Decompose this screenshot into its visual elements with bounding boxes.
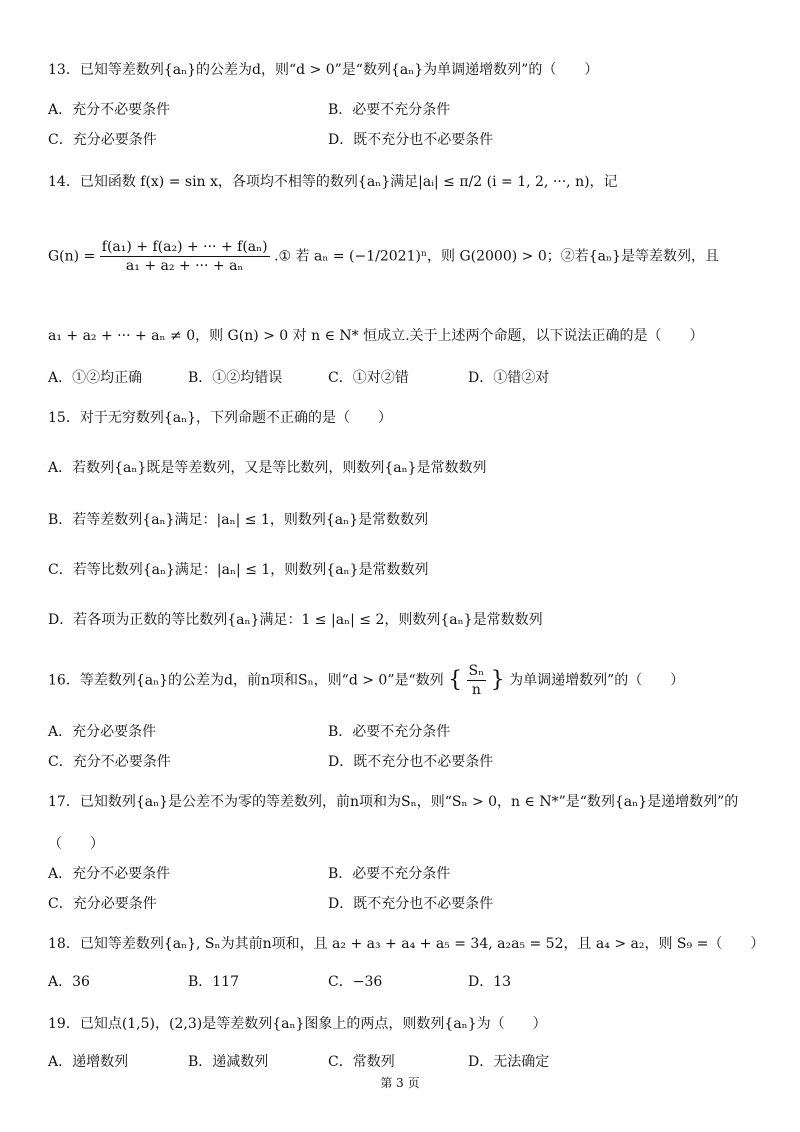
q15-option-a: A．若数列{aₙ}既是等差数列，又是等比数列，则数列{aₙ}是常数数列: [48, 460, 487, 476]
q14-option-b: B．①②均错误: [188, 370, 283, 386]
q16-stem: [48, 662, 684, 699]
q17-option-a: A．充分不必要条件: [48, 866, 171, 882]
q17-option-c: C．充分必要条件: [48, 896, 157, 912]
q15-option-d: D．若各项为正数的等比数列{aₙ}满足：1 ≤ |aₙ| ≤ 2，则数列{aₙ}是常数数列: [48, 612, 543, 628]
q15-option-b: B．若等差数列{aₙ}满足：|aₙ| ≤ 1，则数列{aₙ}是常数数列: [48, 512, 429, 528]
q18-option-a: A．36: [48, 974, 90, 990]
q18-option-b: B．117: [188, 974, 240, 990]
q16-brace-right: }: [490, 667, 505, 693]
q16-option-a: A．充分必要条件: [48, 724, 157, 740]
q14-fraction: [100, 238, 270, 275]
q14-option-d: D．①错②对: [468, 370, 550, 386]
q17-paren: （ ）: [48, 836, 104, 852]
q16-option-b: B．必要不充分条件: [328, 724, 451, 740]
q19-option-a: A．递增数列: [48, 1054, 129, 1070]
q13-option-a: A．充分不必要条件: [48, 102, 171, 118]
q16-fraction-numerator: Sₙ: [468, 663, 485, 679]
q16-brace-left: {: [448, 667, 463, 693]
q17-stem: 17．已知数列{aₙ}是公差不为零的等差数列，前n项和为Sₙ，则“Sₙ > 0，n ∈ N*”是“数列{aₙ}是递增数列”的: [48, 794, 739, 810]
q14-option-c: C．①对②错: [328, 370, 409, 386]
q17-option-d: D．既不充分也不必要条件: [328, 896, 494, 912]
q14-stem: 14．已知函数 f(x) = sin x，各项均不相等的数列{aₙ}满足|aᵢ| ≤ π/2 (i = 1, 2, ···, n)，记: [48, 174, 618, 190]
q14-option-a: A．①②均正确: [48, 370, 143, 386]
q13-stem: 13．已知等差数列{aₙ}的公差为d，则“d > 0”是“数列{aₙ}为单调递增数列”的（ ）: [48, 62, 599, 78]
q15-stem: 15．对于无穷数列{aₙ}，下列命题不正确的是（ ）: [48, 410, 393, 426]
q14-formula-rest: .① 若 aₙ = (−1/2021)ⁿ，则 G(2000) > 0；②若{aₙ}是等差数列，且: [274, 248, 719, 265]
q14-formula-lhs: G(n) =: [48, 248, 96, 265]
q14-fraction-numerator: f(a₁) + f(a₂) + ··· + f(aₙ): [101, 239, 268, 255]
q18-option-c: C．−36: [328, 974, 383, 990]
q16-stem-b: 为单调递增数列”的（ ）: [509, 672, 685, 689]
q13-option-b: B．必要不充分条件: [328, 102, 451, 118]
q13-option-c: C．充分必要条件: [48, 132, 157, 148]
q16-fraction-denominator: n: [471, 682, 481, 698]
q19-option-b: B．递减数列: [188, 1054, 269, 1070]
q19-option-c: C．常数列: [328, 1054, 395, 1070]
q19-stem: 19．已知点(1,5)，(2,3)是等差数列{aₙ}图象上的两点，则数列{aₙ}为（ ）: [48, 1016, 547, 1032]
page-number: 第 3 页: [380, 1076, 420, 1090]
q17-option-b: B．必要不充分条件: [328, 866, 451, 882]
q13-option-d: D．既不充分也不必要条件: [328, 132, 494, 148]
q15-option-c: C．若等比数列{aₙ}满足：|aₙ| ≤ 1，则数列{aₙ}是常数数列: [48, 562, 429, 578]
q18-option-d: D．13: [468, 974, 512, 990]
q16-option-d: D．既不充分也不必要条件: [328, 754, 494, 770]
q14-line3: a₁ + a₂ + ··· + aₙ ≠ 0，则 G(n) > 0 对 n ∈ N* 恒成立.关于上述两个命题，以下说法正确的是（ ）: [48, 328, 704, 344]
q14-formula-line: [48, 238, 719, 275]
q18-stem: 18．已知等差数列{aₙ}, Sₙ为其前n项和，且 a₂ + a₃ + a₄ + a₅ = 34, a₂a₅ = 52，且 a₄ > a₂，则 S₉ =（ ）: [48, 936, 765, 952]
q16-stem-a: 16．等差数列{aₙ}的公差为d，前n项和Sₙ，则“d > 0”是“数列: [48, 672, 444, 689]
q19-option-d: D．无法确定: [468, 1054, 550, 1070]
q16-option-c: C．充分不必要条件: [48, 754, 171, 770]
q16-fraction: [467, 662, 487, 699]
q14-fraction-denominator: a₁ + a₂ + ··· + aₙ: [125, 258, 244, 274]
